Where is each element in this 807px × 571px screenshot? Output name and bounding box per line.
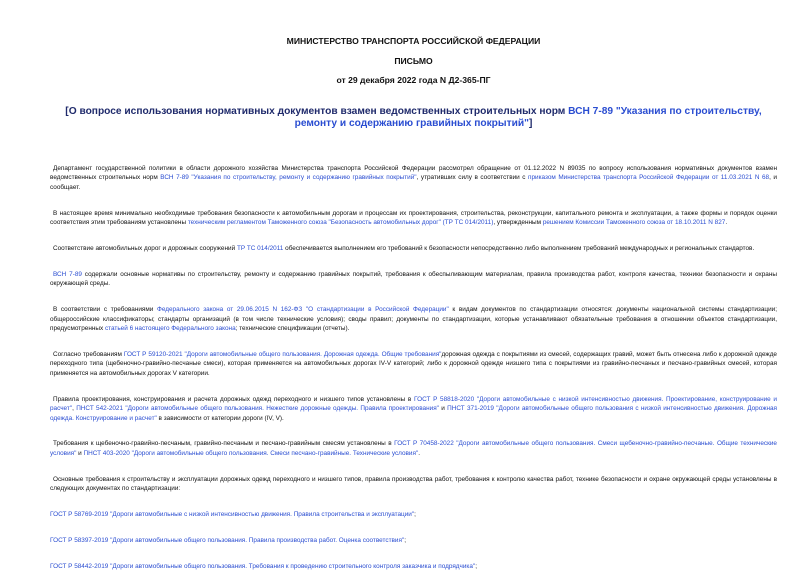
p8-link-gost[interactable]: ГОСТ Р 70458-2022 "Дороги автомобильные общего пользования. Смеси щебеночно-гравийно-песчаные. Общие технические условия" [50,440,777,457]
paragraph-3 [50,244,777,253]
p6-text-2: дорожная одежда с покрытиями из смесей, содержащих гравий, может быть отнесена либо к дорожной одежде переходного типа (щебеночно-гравийно-песчаные смеси), которая применяется на автомобильных дорогах IV-V категорий; либо к дорожной одежде низшего типа с покрытиями из гравийно-песчаных и песчано-гравийных смесей, которая применяется на автомобильных дорогах V категории. [50,350,777,377]
p1-link-order[interactable]: приказом Министерства транспорта Российской Федерации от 11.03.2021 N 68 [528,174,770,182]
p1-link-vsn[interactable]: ВСН 7-89 "Указания по строительству, ремонту и содержанию гравийных покрытий" [160,174,417,182]
document-body [50,164,777,571]
p7-link-pnst542[interactable]: ПНСТ 542-2021 "Дороги автомобильные общего пользования. Нежесткие дорожные одежды. Правила проектирования" [76,405,439,413]
list-item-tail: ; [475,562,477,570]
list-item [50,562,777,571]
p7-text-1: Правила проектирования, конструирования и расчета дорожных одежд переходного и низшего типов установлены в [53,395,415,403]
title-link[interactable]: ВСН 7-89 "Указания по строительству, ремонту и содержанию гравийных покрытий" [294,106,762,129]
p2-link-decision[interactable]: решением Комиссии Таможенного союза от 18.10.2011 N 827 [542,219,726,227]
paragraph-1 [50,164,777,192]
list-item-link[interactable]: ГОСТ Р 58442-2019 "Дороги автомобильные общего пользования. Требования к проведению строительного контроля заказчика и подрядчика" [50,562,476,570]
doc-type-heading: ПИСЬМО [394,56,433,66]
p5-text-3: ; технические спецификации (отчеты). [235,325,350,333]
paragraph-7 [50,395,777,423]
p3-link-trts[interactable]: ТР ТС 014/2011 [236,245,284,253]
p3-text-1: Соответствие автомобильных дорог и дорожных сооружений [53,245,237,253]
p9-text-1: Основные требования к строительству и эксплуатации дорожных одежд переходного и низшего типов, правила производства работ, требования к контролю качества работ, технике безопасности и охране окружающей среды установлены в следующих документах по стандартизации: [50,475,777,493]
p7-link-pnst371[interactable]: ПНСТ 371-2019 "Дороги автомобильные общего пользования с низкой интенсивностью движения. Дорожная одежда. Конструирование и расчет" [50,405,778,422]
p7-text-3: и [438,405,448,413]
p5-text-2: к видам документов по стандартизации относятся: документы национальной системы стандартизации; общероссийские классификаторы; стандарты организаций (в том числе технические условия); своды правил; документы по стандартизации, которые устанавливают обязательные требования в отношении объектов стандартизации, предусмотренных [50,306,777,333]
paragraph-8 [50,439,777,458]
p3-text-2: обеспечивается выполнением его требований к безопасности непосредственно либо выполнением требований международных и региональных стандартов. [283,245,755,253]
p5-link-article[interactable]: статьей 6 настоящего Федерального закона [104,325,236,333]
ministry-heading: МИНИСТЕРСТВО ТРАНСПОРТА РОССИЙСКОЙ ФЕДЕРАЦИИ [286,36,541,46]
p2-text-2: , утвержденным [493,219,543,227]
p5-link-law[interactable]: Федерального закона от 29.06.2015 N 162-ФЗ "О стандартизации в Российской Федерации" [157,306,449,314]
p1-text-1: Департамент государственной политики в области дорожного хозяйства Министерства транспорта Российской Федерации рассмотрел обращение от 01.12.2022 N 89035 по вопросу использования нормативных документов взамен ведомственных строительных норм [50,165,777,182]
p8-text-3: . [418,449,421,457]
p1-text-3: , и сообщает. [50,174,777,191]
p7-text-4: в зависимости от категории дороги (IV, V). [156,414,284,422]
paragraph-9 [50,475,777,494]
title-text: [О вопросе использования нормативных документов взамен ведомственных строительных норм [65,106,569,117]
paragraph-4 [50,270,777,289]
p6-link-gost[interactable]: ГОСТ Р 59120-2021 "Дороги автомобильные общего пользования. Дорожная одежда. Общие требования" [123,350,442,358]
p8-text-1: Требования к щебеночно-гравийно-песчаным, гравийно-песчаным и песчано-гравийным смесям установлены в [53,440,395,448]
list-item [50,510,777,519]
list-item-link[interactable]: ГОСТ Р 58769-2019 "Дороги автомобильные с низкой интенсивностью движения. Правила строительства и эксплуатации" [50,511,415,519]
list-item-tail: ; [414,511,416,519]
p4-text-1: содержали основные нормативы по строительству, ремонту и содержанию гравийных покрытий, требования к обеспыливающим материалам, правила производства работ, контроля качества, техники безопасности и охраны окружающей среды. [50,270,777,288]
p6-text-1: Согласно требованиям [53,350,124,358]
p5-text-1: В соответствии с требованиями [53,306,157,314]
p7-text-2: , [72,405,77,413]
list-item-link[interactable]: ГОСТ Р 58397-2019 "Дороги автомобильные общего пользования. Правила производства работ. Оценка соответствия" [50,536,405,544]
paragraph-6 [50,350,777,378]
list-item [50,536,777,545]
date-line: от 29 декабря 2022 года N Д2-365-ПГ [336,75,491,85]
p2-text-1: В настоящее время минимально необходимые требования безопасности к автомобильным дорогам и процессам их проектирования, строительства, реконструкции, капитального ремонта и эксплуатации, а также формы и порядок оценки соответствия этим требованиям установлены [50,209,777,227]
p2-text-3: . [725,219,728,227]
p2-link-regulation[interactable]: техническим регламентом Таможенного союза "Безопасность автомобильных дорог" (ТР ТС 014/2011) [187,219,494,227]
title-text-end: ] [528,118,533,129]
paragraph-2 [50,209,777,228]
p8-link-pnst403[interactable]: ПНСТ 403-2020 "Дороги автомобильные общего пользования. Смеси песчано-гравийные. Технические условия" [83,449,419,457]
p1-text-2: , утративших силу в соответствии с [416,174,529,182]
p4-link-vsn[interactable]: ВСН 7-89 [53,270,82,278]
list-item-tail: ; [404,536,406,544]
paragraph-5 [50,305,777,333]
p7-link-gost[interactable]: ГОСТ Р 58818-2020 "Дороги автомобильные с низкой интенсивностью движения. Проектирование, конструирование и расчет" [50,395,777,413]
p8-text-2: и [76,449,84,457]
document-title [56,106,771,130]
